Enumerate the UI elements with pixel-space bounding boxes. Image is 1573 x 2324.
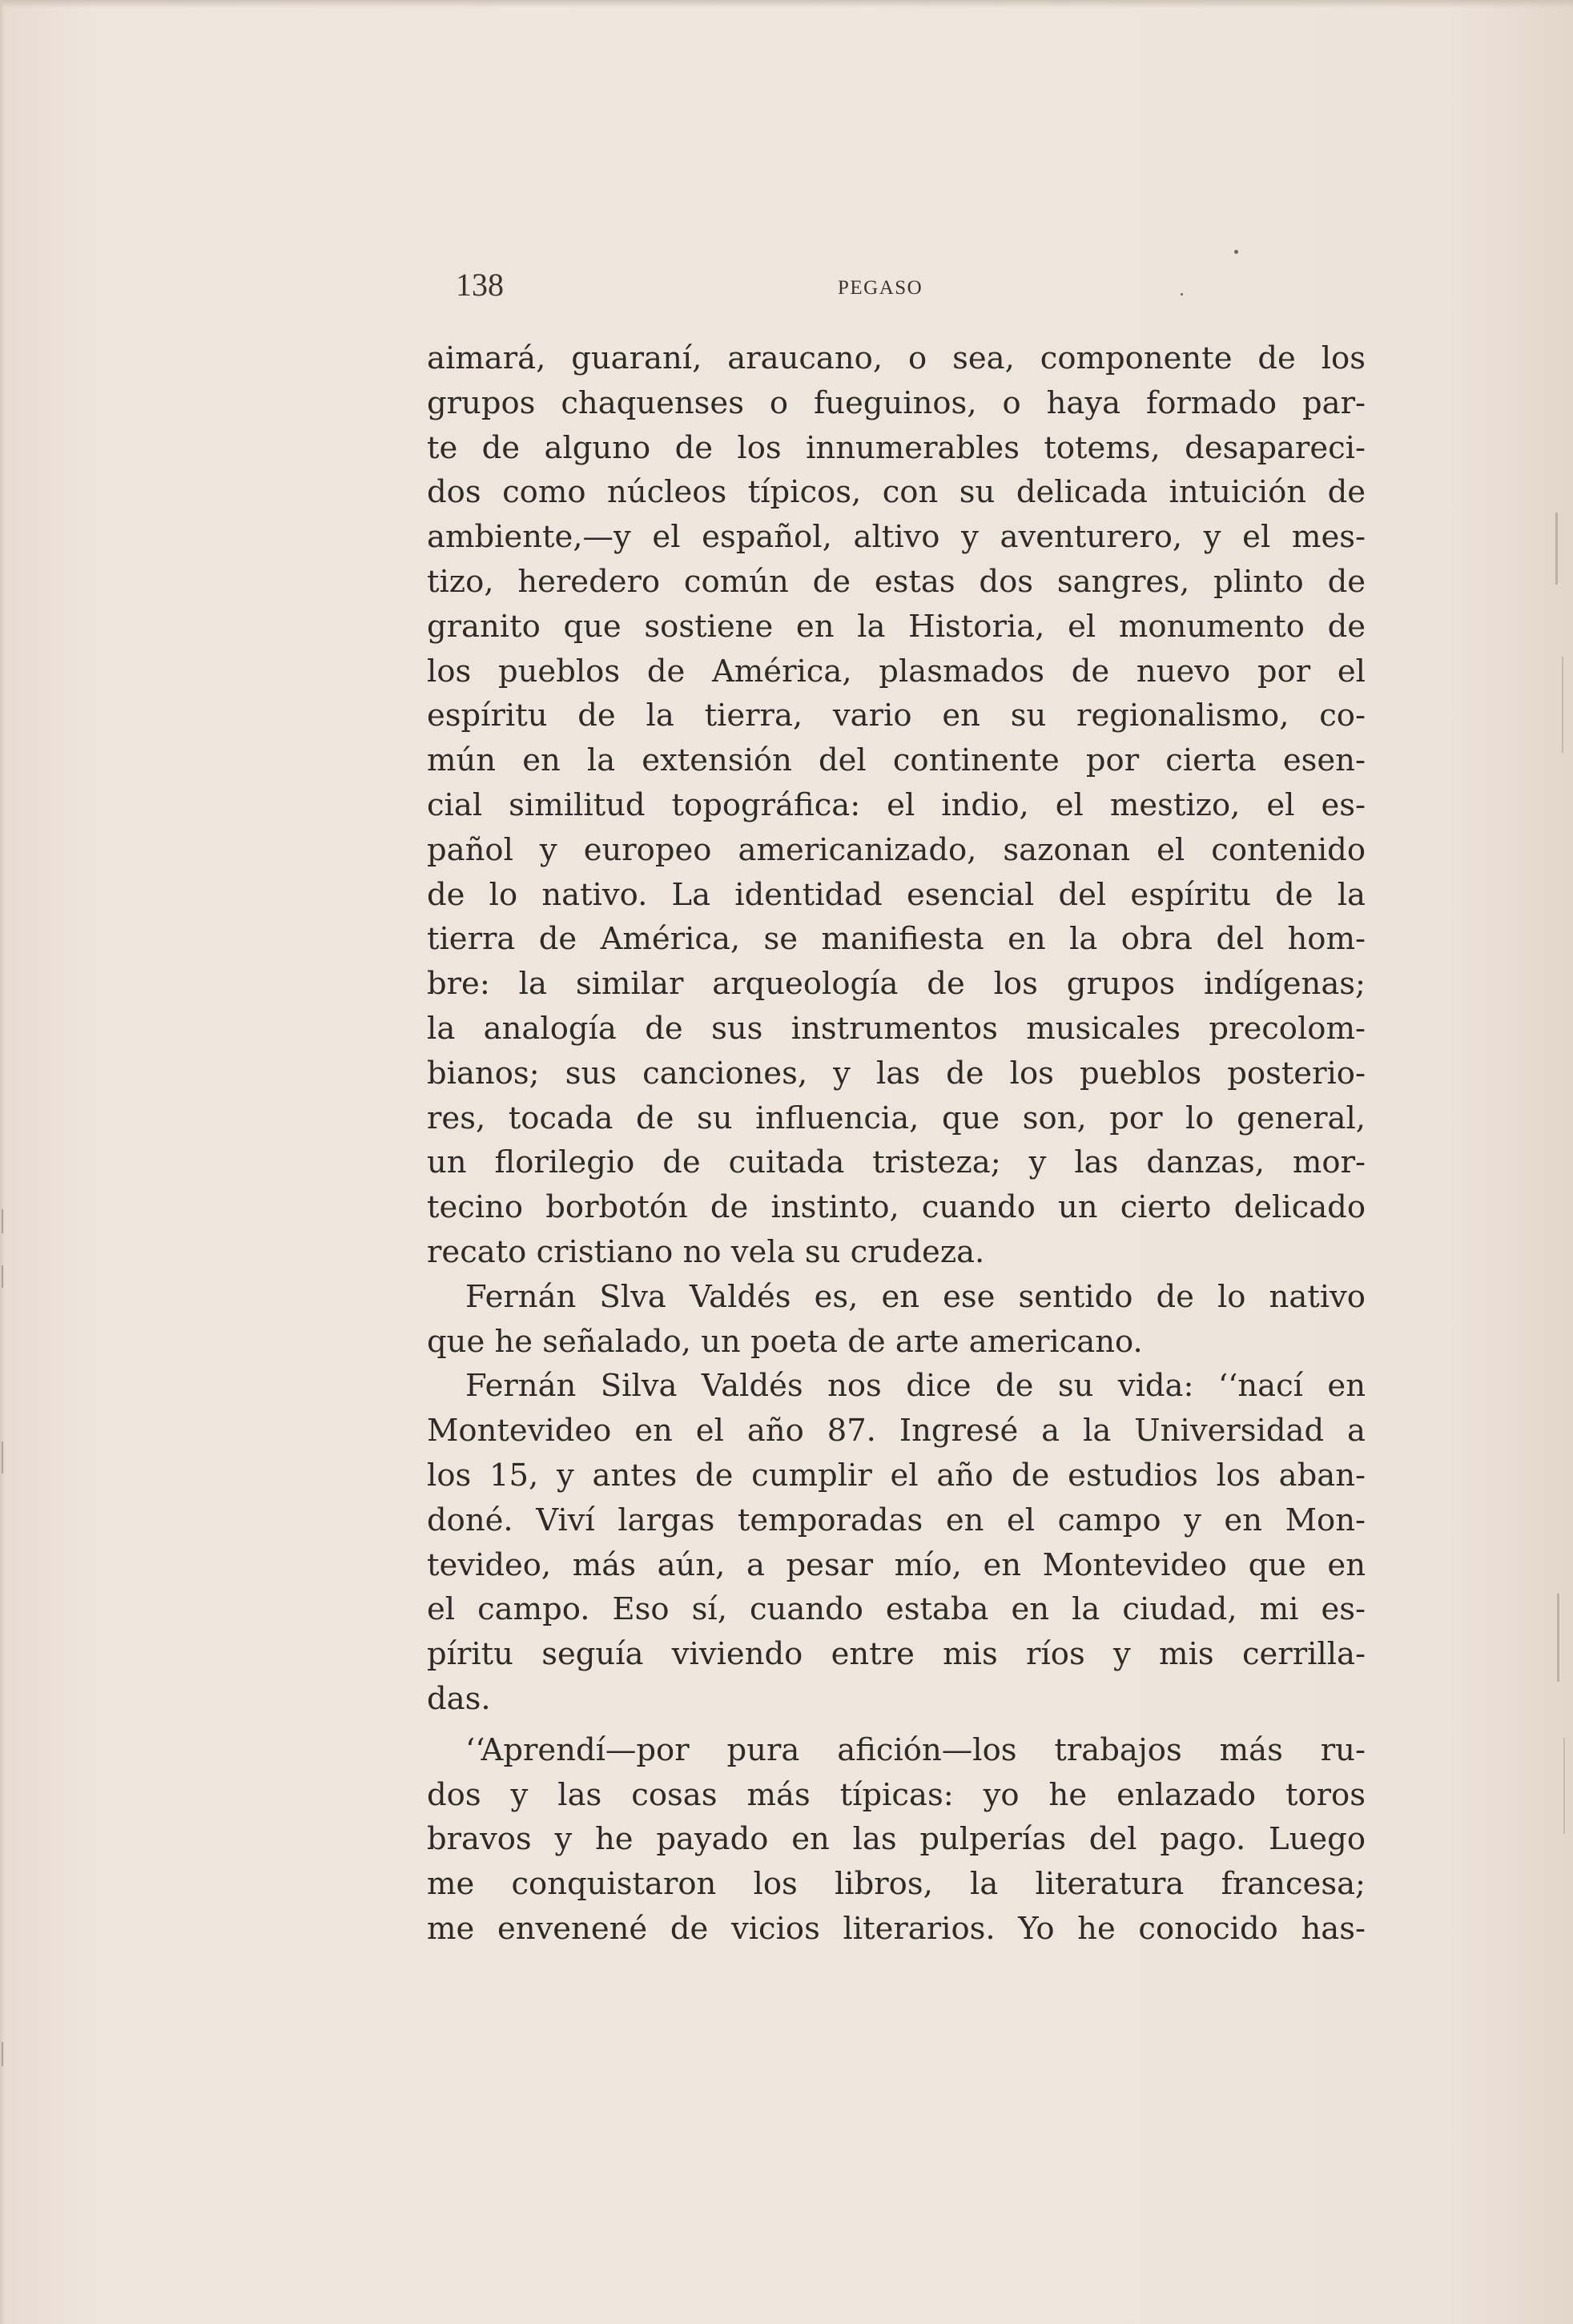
- text-line: granito que sostiene en la Historia, el monumento de: [427, 608, 1366, 645]
- page-edge-mark: [1562, 657, 1563, 753]
- text-line: bravos y he payado en las pulperías del pago. Luego: [427, 1821, 1366, 1858]
- text-line: Fernán Slva Valdés es, en ese sentido de lo nativo: [465, 1278, 1366, 1315]
- text-line: mún en la extensión del continente por cierta esen-: [427, 742, 1366, 779]
- text-line: que he señalado, un poeta de arte americano.: [427, 1323, 1143, 1360]
- text-line: el campo. Eso sí, cuando estaba en la ciudad, mi es-: [427, 1591, 1366, 1628]
- text-line: ‘‘Aprendí—por pura afición—los trabajos más ru-: [465, 1731, 1366, 1768]
- page-header: [427, 266, 1366, 314]
- paper-speck: [1234, 250, 1238, 254]
- text-line: bianos; sus canciones, y las de los pueblos posterio-: [427, 1055, 1366, 1092]
- text-line: cial similitud topográfica: el indio, el mestizo, el es-: [427, 786, 1366, 823]
- text-line: dos y las cosas más típicas: yo he enlazado toros: [427, 1776, 1366, 1813]
- text-line: ambiente,—y el español, altivo y aventurero, y el mes-: [427, 519, 1366, 556]
- page-edge-mark: [1563, 1738, 1565, 1834]
- text-line: doné. Viví largas temporadas en el campo y en Mon-: [427, 1502, 1366, 1538]
- text-line: Fernán Silva Valdés nos dice de su vida: ‘‘nací en: [465, 1368, 1366, 1405]
- page-left-edge: [0, 0, 5, 2324]
- paragraph-gap: [427, 1722, 1366, 1728]
- body-text: [427, 336, 1366, 1952]
- page-edge-mark: [2, 1209, 3, 1233]
- text-line: recato cristiano no vela su crudeza.: [427, 1233, 985, 1270]
- text-line: de lo nativo. La identidad esencial del espíritu de la: [427, 876, 1366, 913]
- page-top-edge: [0, 0, 1573, 8]
- page-edge-mark: [2, 2042, 3, 2066]
- text-line: te de alguno de los innumerables totems, desapareci-: [427, 429, 1366, 466]
- text-line: dos como núcleos típicos, con su delicada intuición de: [427, 474, 1366, 511]
- text-line: tierra de América, se manifiesta en la obra del hom-: [427, 921, 1366, 958]
- page-number: 138: [456, 267, 504, 303]
- page-edge-mark: [2, 1265, 3, 1288]
- text-line: das.: [427, 1680, 491, 1717]
- text-line: grupos chaquenses o fueguinos, o haya formado par-: [427, 384, 1366, 421]
- text-line: aimará, guaraní, araucano, o sea, componente de los: [427, 340, 1366, 376]
- page-edge-mark: [2, 1441, 3, 1474]
- text-line: píritu seguía viviendo entre mis ríos y mis cerrilla-: [427, 1636, 1366, 1673]
- text-line: un florilegio de cuitada tristeza; y las danzas, mor-: [427, 1144, 1366, 1181]
- paper-speck: [1181, 293, 1183, 296]
- page-edge-mark: [1557, 1594, 1559, 1682]
- text-line: Montevideo en el año 87. Ingresé a la Universidad a: [427, 1413, 1366, 1449]
- text-line: me envenené de vicios literarios. Yo he conocido has-: [427, 1910, 1366, 1947]
- text-line: bre: la similar arqueología de los grupos indígenas;: [427, 966, 1366, 1003]
- text-line: los pueblos de América, plasmados de nuevo por el: [427, 653, 1366, 690]
- text-line: los 15, y antes de cumplir el año de estudios los aban-: [427, 1457, 1366, 1494]
- text-line: la analogía de sus instrumentos musicales precolom-: [427, 1010, 1366, 1047]
- page-edge-mark: [1555, 513, 1558, 585]
- text-line: res, tocada de su influencia, que son, por lo general,: [427, 1100, 1366, 1136]
- text-line: tecino borbotón de instinto, cuando un cierto delicado: [427, 1189, 1366, 1226]
- running-head: PEGASO: [838, 277, 923, 299]
- text-line: me conquistaron los libros, la literatura francesa;: [427, 1866, 1366, 1903]
- text-line: espíritu de la tierra, vario en su regionalismo, co-: [427, 698, 1366, 734]
- text-line: tevideo, más aún, a pesar mío, en Montevideo que en: [427, 1546, 1366, 1583]
- text-line: pañol y europeo americanizado, sazonan el contenido: [427, 831, 1366, 868]
- text-line: tizo, heredero común de estas dos sangres, plinto de: [427, 563, 1366, 600]
